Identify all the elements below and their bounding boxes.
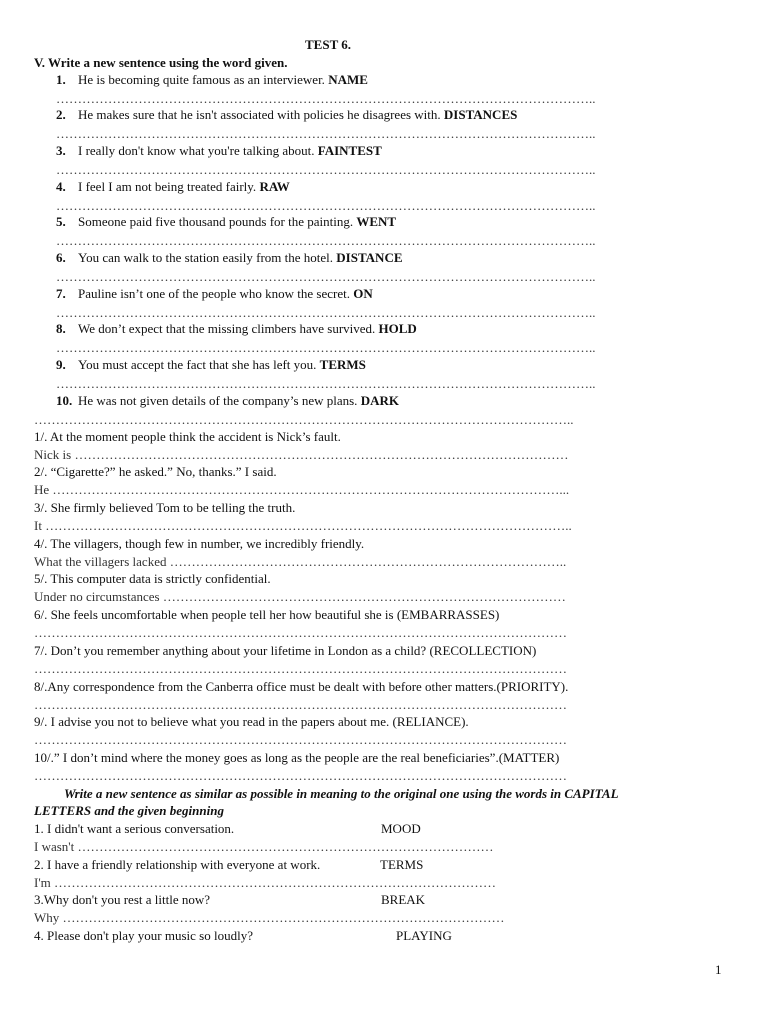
answer-line[interactable]: …………………………………………………………………………………………………………….. bbox=[56, 340, 596, 355]
exercise-item bbox=[56, 250, 403, 266]
exercise-item bbox=[56, 72, 368, 88]
rewrite-prompt: 5/. This computer data is strictly confidential. bbox=[34, 571, 271, 586]
exercise-item bbox=[56, 214, 396, 230]
rewrite-prompt: 9/. I advise you not to believe what you read in the papers about me. (RELIANCE). bbox=[34, 714, 469, 729]
item-number: 1. bbox=[56, 72, 66, 87]
section-3-instruction-2: LETTERS and the given beginning bbox=[34, 803, 224, 818]
section-3-instruction-1: Write a new sentence as similar as possible in meaning to the original one using the words in CAPITAL bbox=[64, 786, 619, 801]
rewrite-prompt: 2. I have a friendly relationship with everyone at work. bbox=[34, 857, 321, 872]
answer-line[interactable]: …………………………………………………………………………………………………………… bbox=[34, 625, 567, 640]
item-number: 5. bbox=[56, 214, 66, 229]
item-text: I really don't know what you're talking about. bbox=[78, 143, 315, 158]
keyword: TERMS bbox=[380, 857, 424, 872]
rewrite-prompt: 7/. Don’t you remember anything about your lifetime in London as a child? (RECOLLECTION) bbox=[34, 643, 537, 658]
exercise-item bbox=[56, 286, 373, 302]
rewrite-prompt: 1/. At the moment people think the accident is Nick’s fault. bbox=[34, 429, 341, 444]
rewrite-prompt: 4. Please don't play your music so loudly? bbox=[34, 928, 253, 943]
item-number: 10. bbox=[56, 393, 73, 408]
answer-line[interactable]: …………………………………………………………………………………………………………….. bbox=[56, 376, 596, 391]
item-text: We don’t expect that the missing climbers have survived. bbox=[78, 321, 376, 336]
answer-line[interactable]: He ………………………………………………………………………………………………………... bbox=[34, 482, 570, 497]
keyword: ON bbox=[353, 286, 373, 301]
rewrite-prompt: 6/. She feels uncomfortable when people tell her how beautiful she is (EMBARRASSES) bbox=[34, 607, 500, 622]
answer-line[interactable]: …………………………………………………………………………………………………………… bbox=[34, 732, 567, 747]
exercise-item bbox=[56, 321, 417, 337]
keyword: FAINTEST bbox=[317, 143, 382, 158]
answer-line[interactable]: …………………………………………………………………………………………………………….. bbox=[56, 91, 596, 106]
answer-line[interactable]: Under no circumstances ………………………………………………………………………………… bbox=[34, 589, 566, 604]
rewrite-prompt: 1. I didn't want a serious conversation. bbox=[34, 821, 235, 836]
page-number: 1 bbox=[715, 962, 722, 977]
item-number: 8. bbox=[56, 321, 66, 336]
rewrite-prompt: 2/. “Cigarette?” he asked.” No, thanks.” I said. bbox=[34, 464, 277, 479]
answer-line[interactable]: Nick is …………………………………………………………………………………………………… bbox=[34, 447, 569, 462]
exercise-item bbox=[56, 357, 366, 373]
item-text: You must accept the fact that she has left you. bbox=[78, 357, 317, 372]
exercise-item bbox=[56, 143, 382, 159]
section-v-heading: V. Write a new sentence using the word given. bbox=[34, 55, 288, 70]
answer-line[interactable]: …………………………………………………………………………………………………………….. bbox=[56, 126, 596, 141]
item-text: Pauline isn’t one of the people who know the secret. bbox=[78, 286, 350, 301]
answer-line[interactable]: I'm ………………………………………………………………………………………… bbox=[34, 875, 497, 890]
answer-line[interactable]: …………………………………………………………………………………………………………… bbox=[34, 661, 567, 676]
item-text: You can walk to the station easily from the hotel. bbox=[78, 250, 334, 265]
answer-line[interactable]: …………………………………………………………………………………………………………….. bbox=[56, 305, 596, 320]
keyword: RAW bbox=[259, 179, 290, 194]
item-number: 6. bbox=[56, 250, 66, 265]
keyword: DISTANCE bbox=[336, 250, 403, 265]
rewrite-prompt: 3/. She firmly believed Tom to be telling the truth. bbox=[34, 500, 296, 515]
keyword: NAME bbox=[328, 72, 368, 87]
answer-line[interactable]: What the villagers lacked ……………………………………………………………………………….. bbox=[34, 554, 567, 569]
item-number: 3. bbox=[56, 143, 66, 158]
item-number: 9. bbox=[56, 357, 66, 372]
rewrite-prompt: 4/. The villagers, though few in number, we incredibly friendly. bbox=[34, 536, 365, 551]
exercise-item bbox=[56, 179, 290, 195]
item-number: 7. bbox=[56, 286, 66, 301]
rewrite-prompt: 3.Why don't you rest a little now? bbox=[34, 892, 211, 907]
keyword: WENT bbox=[356, 214, 397, 229]
keyword: TERMS bbox=[319, 357, 366, 372]
keyword: MOOD bbox=[381, 821, 421, 836]
exercise-item bbox=[56, 107, 517, 123]
answer-line[interactable]: …………………………………………………………………………………………………………….. bbox=[56, 233, 596, 248]
item-number: 2. bbox=[56, 107, 66, 122]
answer-line[interactable]: Why ………………………………………………………………………………………… bbox=[34, 910, 505, 925]
keyword: HOLD bbox=[378, 321, 417, 336]
item-text: He was not given details of the company’s new plans. bbox=[78, 393, 358, 408]
answer-line[interactable]: …………………………………………………………………………………………………………… bbox=[34, 768, 567, 783]
keyword: PLAYING bbox=[396, 928, 452, 943]
answer-line[interactable]: It ………………………………………………………………………………………………………….. bbox=[34, 518, 572, 533]
keyword: DARK bbox=[360, 393, 399, 408]
item-text: I feel I am not being treated fairly. bbox=[78, 179, 257, 194]
item-text: Someone paid five thousand pounds for the painting. bbox=[78, 214, 354, 229]
answer-line[interactable]: …………………………………………………………………………………………………………….. bbox=[34, 412, 574, 427]
page-title: TEST 6. bbox=[305, 37, 352, 52]
rewrite-prompt: 8/.Any correspondence from the Canberra office must be dealt with before other matters.(PRIORITY). bbox=[34, 679, 569, 694]
item-number: 4. bbox=[56, 179, 66, 194]
answer-line[interactable]: …………………………………………………………………………………………………………….. bbox=[56, 269, 596, 284]
keyword: BREAK bbox=[381, 892, 426, 907]
answer-line[interactable]: …………………………………………………………………………………………………………….. bbox=[56, 162, 596, 177]
item-text: He is becoming quite famous as an interviewer. bbox=[78, 72, 325, 87]
keyword: DISTANCES bbox=[443, 107, 518, 122]
rewrite-prompt: 10/.” I don’t mind where the money goes as long as the people are the real beneficiaries”.(MATTER) bbox=[34, 750, 560, 765]
answer-line[interactable]: …………………………………………………………………………………………………………… bbox=[34, 697, 567, 712]
answer-line[interactable]: I wasn't …………………………………………………………………………………… bbox=[34, 839, 494, 854]
exercise-item bbox=[56, 393, 399, 409]
answer-line[interactable]: …………………………………………………………………………………………………………….. bbox=[56, 198, 596, 213]
item-text: He makes sure that he isn't associated with policies he disagrees with. bbox=[78, 107, 441, 122]
